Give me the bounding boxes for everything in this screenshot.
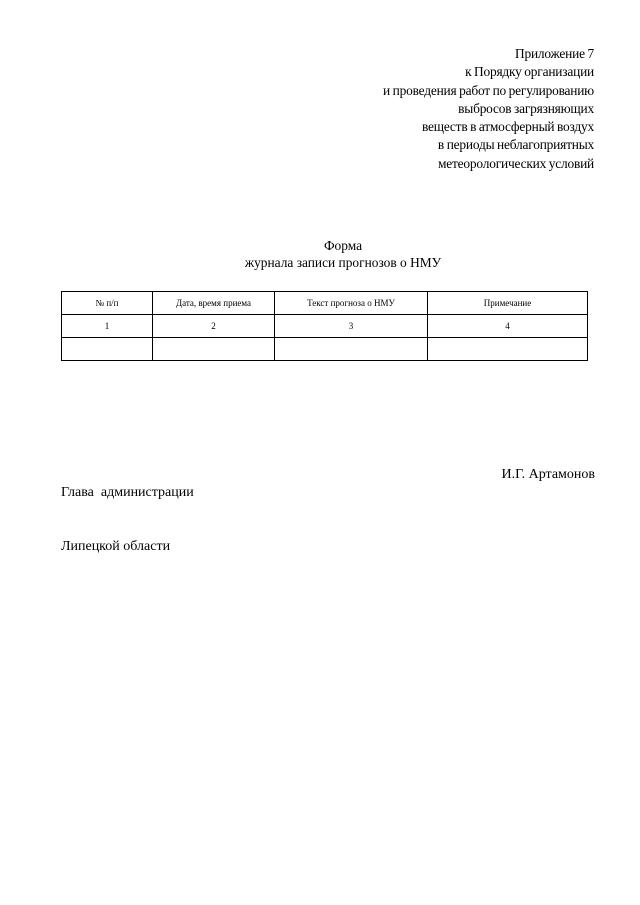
table-cell: 1: [62, 315, 153, 338]
signatory-name: И.Г. Артамонов: [501, 467, 595, 482]
table-cell: [275, 338, 428, 361]
column-header-note: Примечание: [428, 292, 588, 315]
appendix-header-line: в периоды неблагоприятных: [437, 137, 594, 153]
form-title: Форма: [323, 238, 363, 253]
table-cell: [153, 338, 275, 361]
form-subtitle: журнала записи прогнозов о НМУ: [244, 255, 442, 270]
table-header-row: [62, 292, 588, 315]
appendix-header-line: метеорологических условий: [438, 155, 594, 171]
appendix-header-line: и проведения работ по регулированию: [383, 82, 594, 98]
signatory-position-line: Липецкой области: [61, 539, 171, 554]
table-cell: 2: [153, 315, 275, 338]
appendix-header-line: к Порядку организации: [465, 64, 594, 80]
appendix-header-line: выбросов загрязняющих: [458, 100, 594, 116]
signatory-position: [61, 448, 194, 574]
table-row: [62, 338, 588, 361]
column-header-date: Дата, время приема: [153, 292, 275, 315]
table-cell: [428, 338, 588, 361]
column-header-number: № п/п: [62, 292, 153, 315]
appendix-header-line: Приложение 7: [514, 46, 594, 61]
table-cell: [62, 338, 153, 361]
table-cell: 4: [428, 315, 588, 338]
appendix-header-line: веществ в атмосферный воздух: [421, 119, 594, 135]
appendix-header: [383, 45, 594, 173]
table-cell: 3: [275, 315, 428, 338]
table-row: [62, 315, 588, 338]
column-header-forecast-text: Текст прогноза о НМУ: [275, 292, 428, 315]
signatory-position-line: Глава администрации: [61, 485, 194, 500]
journal-table: [61, 291, 588, 361]
